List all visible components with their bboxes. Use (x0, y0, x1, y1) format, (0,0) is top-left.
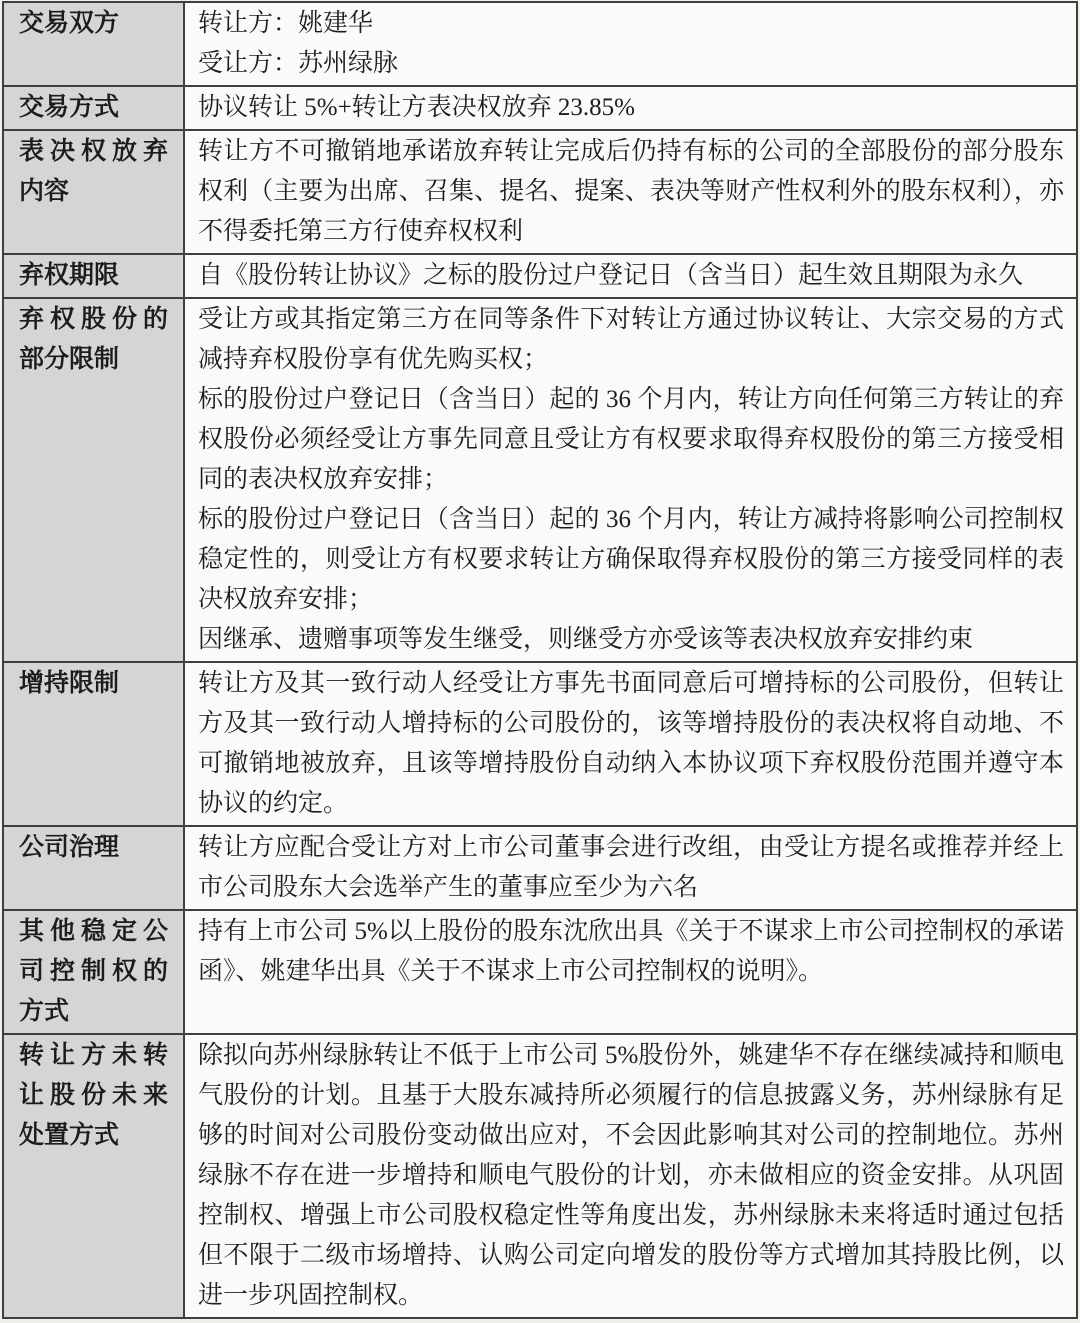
row-content (185, 911, 1076, 1033)
row-content (185, 299, 1076, 661)
row-label: 弃权股份的部分限制 (4, 299, 185, 661)
paragraph: 标的股份过户登记日（含当日）起的 36 个月内，转让方向任何第三方转让的弃权股份必须经受让方事先同意且受让方有权要求取得弃权股份的第三方接受相同的表决权放弃安排； (198, 386, 1064, 493)
paragraph: 持有上市公司 5%以上股份的股东沈欣出具《关于不谋求上市公司控制权的承诺函》、姚建华出具《关于不谋求上市公司控制权的说明》。 (198, 918, 1064, 985)
table-row (4, 827, 1076, 911)
paragraph: 协议转让 5%+转让方表决权放弃 23.85% (198, 94, 636, 121)
paragraph: 转让方：姚建华 (198, 10, 374, 37)
row-label: 交易双方 (4, 3, 185, 85)
paragraph: 自《股份转让协议》之标的股份过户登记日（含当日）起生效且期限为永久 (198, 262, 1024, 289)
table-row (4, 299, 1076, 663)
row-content (185, 3, 1076, 85)
table-row (4, 131, 1076, 255)
paragraph: 除拟向苏州绿脉转让不低于上市公司 5%股份外，姚建华不存在继续减持和顺电气股份的计划。且基于大股东减持所必须履行的信息披露义务，苏州绿脉有足够的时间对公司股份变动做出应对，不会因此影响其对公司的控制地位。苏州绿脉不存在进一步增持和顺电气股份的计划，亦未做相应的资金安排。从巩固控制权、增强上市公司股权稳定性等角度出发，苏州绿脉未来将适时通过包括但不限于二级市场增持、认购公司定向增发的股份等方式增加其持股比例，以进一步巩固控制权。 (198, 1042, 1064, 1309)
table-row (4, 87, 1076, 131)
table-row (4, 663, 1076, 827)
paragraph: 因继承、遗赠事项等发生继受，则继受方亦受该等表决权放弃安排约束 (198, 626, 974, 653)
row-content (185, 663, 1076, 825)
paragraph: 转让方不可撤销地承诺放弃转让完成后仍持有标的公司的全部股份的部分股东权利（主要为出席、召集、提名、提案、表决等财产性权利外的股东权利），亦不得委托第三方行使弃权权利 (198, 138, 1064, 245)
row-label: 表决权放弃内容 (4, 131, 185, 253)
row-label: 交易方式 (4, 87, 185, 129)
row-content (185, 131, 1076, 253)
table-row (4, 255, 1076, 299)
row-label: 增持限制 (4, 663, 185, 825)
row-label: 转让方未转让股份未来处置方式 (4, 1035, 185, 1317)
table-row (4, 3, 1076, 87)
row-content (185, 255, 1076, 297)
row-label: 其他稳定公司控制权的方式 (4, 911, 185, 1033)
paragraph: 受让方或其指定第三方在同等条件下对转让方通过协议转让、大宗交易的方式减持弃权股份享有优先购买权； (198, 306, 1064, 373)
row-label: 弃权期限 (4, 255, 185, 297)
row-label: 公司治理 (4, 827, 185, 909)
paragraph: 转让方及其一致行动人经受让方事先书面同意后可增持标的公司股份，但转让方及其一致行动人增持标的公司股份的，该等增持股份的表决权将自动地、不可撤销地被放弃，且该等增持股份自动纳入本协议项下弃权股份范围并遵守本协议的约定。 (198, 670, 1064, 817)
row-content (185, 1035, 1076, 1317)
table-row (4, 1035, 1076, 1317)
paragraph: 转让方应配合受让方对上市公司董事会进行改组，由受让方提名或推荐并经上市公司股东大会选举产生的董事应至少为六名 (198, 834, 1064, 901)
row-content (185, 87, 1076, 129)
row-content (185, 827, 1076, 909)
paragraph: 标的股份过户登记日（含当日）起的 36 个月内，转让方减持将影响公司控制权稳定性的，则受让方有权要求转让方确保取得弃权股份的第三方接受同样的表决权放弃安排； (198, 506, 1064, 613)
paragraph: 受让方：苏州绿脉 (198, 50, 399, 77)
table-row (4, 911, 1076, 1035)
share-transfer-terms-table (2, 1, 1078, 1319)
